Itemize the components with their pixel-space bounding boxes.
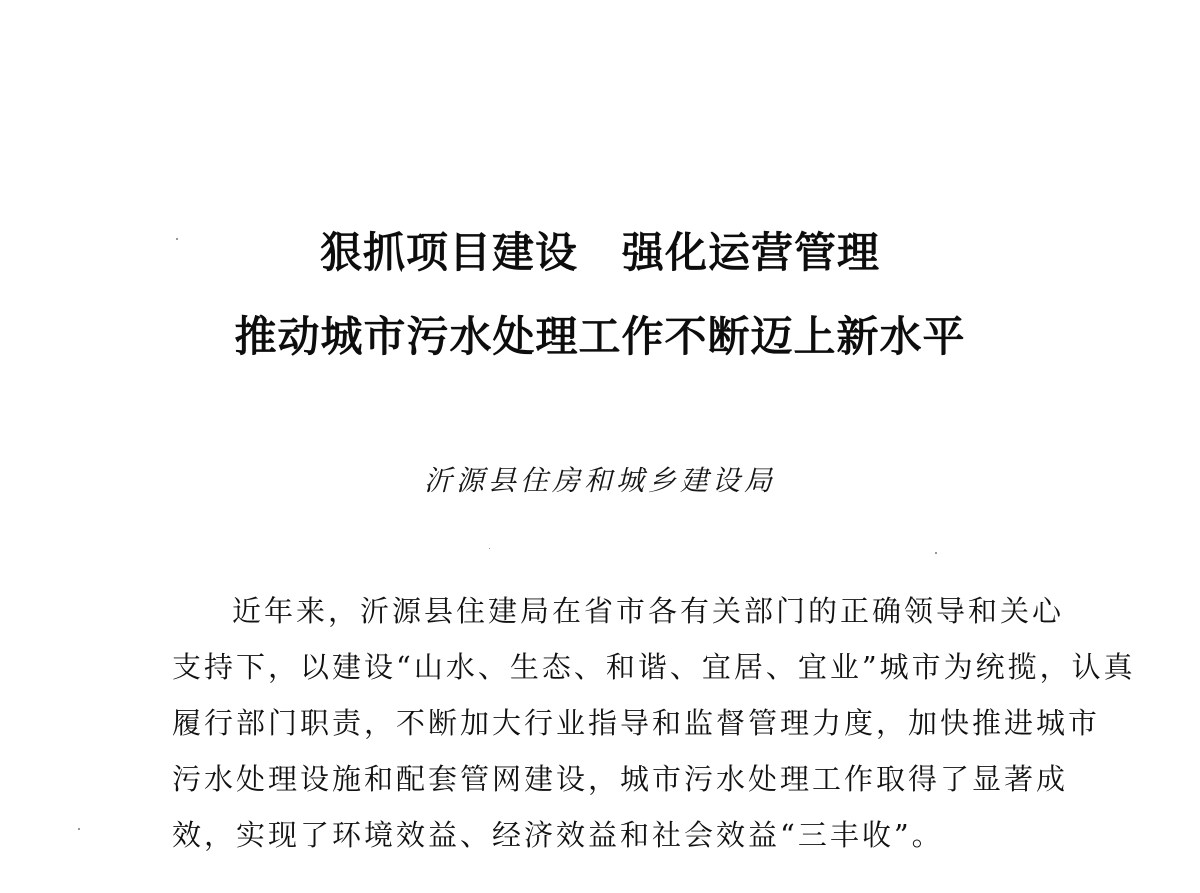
paragraph-line: 污水处理设施和配套管网建设，城市污水处理工作取得了显著成 — [172, 762, 1069, 796]
title-line-1-part-2: 强化运营管理 — [622, 228, 881, 277]
scan-speck — [176, 238, 178, 240]
scan-speck — [78, 828, 80, 830]
paragraph-line-text: 近年来，沂源县住建局在省市各有关部门的正确领导和关心 — [232, 594, 1065, 628]
scan-speck — [935, 552, 937, 554]
paragraph-line: 效，实现了环境效益、经济效益和社会效益“三丰收”。 — [172, 818, 944, 852]
title-line-1-part-1: 狠抓项目建设 — [319, 228, 578, 277]
paragraph-line — [172, 583, 1065, 639]
paragraph-line: 履行部门职责，不断加大行业指导和监督管理力度，加快推进城市 — [172, 706, 1101, 740]
scan-speck — [489, 548, 490, 549]
body-paragraph — [172, 583, 1136, 863]
title-line-1 — [0, 228, 1200, 277]
paragraph-line: 支持下，以建设“山水、生态、和谐、宜居、宜业”城市为统揽，认真 — [172, 650, 1136, 684]
author-line: 沂源县住房和城乡建设局 — [423, 464, 776, 497]
title-line-2: 推动城市污水处理工作不断迈上新水平 — [234, 312, 966, 361]
